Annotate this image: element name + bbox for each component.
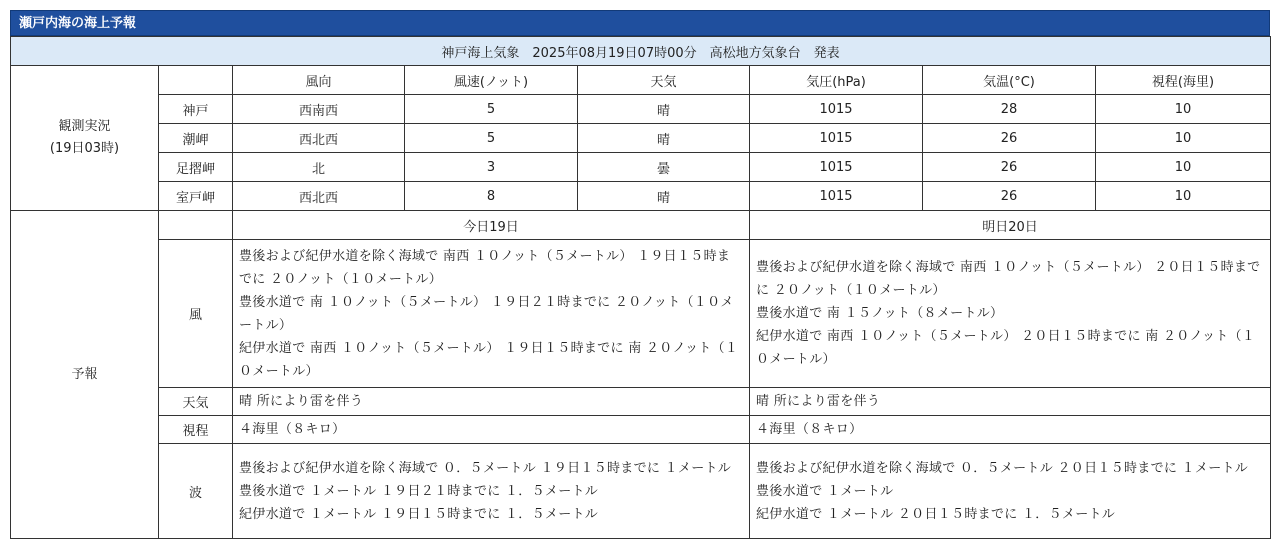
weather-day2: 晴 所により雷を伴う (750, 388, 1271, 416)
wind-day2-line: 紀伊水道で 南西 １０ノット（５メートル） ２０日１５時までに 南 ２０ノット（１０メートル） (756, 329, 1256, 367)
observation-label-title: 観測実況 (58, 119, 111, 134)
table-cell: 10 (1096, 153, 1271, 182)
wind-day1-line: 豊後および紀伊水道を除く海域で 南西 １０ノット（５メートル） １９日１５時までに ２０ノット（１０メートル） (239, 248, 731, 287)
weather-day1: 晴 所により雷を伴う (233, 388, 750, 416)
table-cell: 北 (233, 153, 405, 182)
waves-day2 (750, 444, 1271, 539)
observation-label (11, 66, 159, 211)
wind-day1-line: 紀伊水道で 南西 １０ノット（５メートル） １９日１５時までに 南 ２０ノット（１０メートル） (239, 340, 739, 379)
waves-day1 (233, 444, 750, 539)
wind-day2-line: 豊後および紀伊水道を除く海域で 南西 １０ノット（５メートル） ２０日１５時までに ２０ノット（１０メートル） (756, 260, 1261, 298)
observation-row (11, 153, 1271, 182)
table-cell: 西北西 (233, 124, 405, 153)
day2-header: 明日20日 (750, 211, 1271, 240)
forecast-header-row (11, 211, 1271, 240)
column-header: 天気 (578, 66, 750, 95)
forecast-panel (10, 10, 1270, 539)
table-cell: 西南西 (233, 95, 405, 124)
observation-label-time: (19日03時) (49, 141, 120, 156)
station-name: 足摺岬 (159, 153, 233, 182)
table-cell: 26 (923, 124, 1096, 153)
station-name: 神戸 (159, 95, 233, 124)
table-cell: 晴 (578, 182, 750, 211)
wind-row (11, 240, 1271, 388)
waves-day2-line: 紀伊水道で １メートル ２０日１５時までに １．５メートル (756, 506, 1116, 522)
observation-row (11, 182, 1271, 211)
station-name: 潮岬 (159, 124, 233, 153)
wind-day1-line: 豊後水道で 南 １０ノット（５メートル） １９日２１時までに ２０ノット（１０メートル） (239, 294, 734, 333)
column-header: 気温(°C) (923, 66, 1096, 95)
visibility-day1: ４海里（８キロ） (233, 416, 750, 444)
table-cell: 1015 (750, 95, 923, 124)
wind-day1 (233, 240, 750, 388)
table-cell: 10 (1096, 124, 1271, 153)
wind-day2-line: 豊後水道で 南 １５ノット（８メートル） (756, 306, 1004, 321)
marine-forecast-table (10, 36, 1271, 539)
observation-row (11, 95, 1271, 124)
waves-day2-line: 豊後水道で １メートル (756, 483, 894, 499)
observation-header-row (11, 66, 1271, 95)
table-cell: 26 (923, 153, 1096, 182)
waves-day1-line: 豊後および紀伊水道を除く海域で ０．５メートル １９日１５時までに １メートル (239, 460, 732, 476)
waves-row (11, 444, 1271, 539)
column-header: 風速(ノット) (405, 66, 578, 95)
wind-day2 (750, 240, 1271, 388)
table-cell: 8 (405, 182, 578, 211)
table-cell: 10 (1096, 182, 1271, 211)
table-cell: 1015 (750, 182, 923, 211)
table-cell: 晴 (578, 95, 750, 124)
waves-day2-line: 豊後および紀伊水道を除く海域で ０．５メートル ２０日１５時までに １メートル (756, 460, 1249, 476)
visibility-label: 視程 (159, 416, 233, 444)
empty-header-cell (159, 66, 233, 95)
weather-label: 天気 (159, 388, 233, 416)
forecast-label: 予報 (11, 211, 159, 539)
issuance-header: 神戸海上気象 2025年08月19日07時00分 高松地方気象台 発表 (11, 37, 1271, 66)
waves-label: 波 (159, 444, 233, 539)
table-cell: 曇 (578, 153, 750, 182)
observation-row (11, 124, 1271, 153)
waves-day1-line: 紀伊水道で １メートル １９日１５時までに １．５メートル (239, 506, 599, 522)
station-name: 室戸岬 (159, 182, 233, 211)
table-cell: 1015 (750, 153, 923, 182)
table-cell: 3 (405, 153, 578, 182)
table-cell: 5 (405, 124, 578, 153)
weather-row (11, 388, 1271, 416)
column-header: 風向 (233, 66, 405, 95)
empty-header-cell (159, 211, 233, 240)
waves-day1-line: 豊後水道で １メートル １９日２１時までに １．５メートル (239, 483, 599, 499)
table-cell: 28 (923, 95, 1096, 124)
wind-label: 風 (159, 240, 233, 388)
day1-header: 今日19日 (233, 211, 750, 240)
column-header: 気圧(hPa) (750, 66, 923, 95)
table-cell: 10 (1096, 95, 1271, 124)
table-cell: 26 (923, 182, 1096, 211)
column-header: 視程(海里) (1096, 66, 1271, 95)
table-cell: 晴 (578, 124, 750, 153)
table-cell: 1015 (750, 124, 923, 153)
visibility-row (11, 416, 1271, 444)
panel-title: 瀬戸内海の海上予報 (10, 10, 1270, 36)
visibility-day2: ４海里（８キロ） (750, 416, 1271, 444)
table-cell: 5 (405, 95, 578, 124)
table-cell: 西北西 (233, 182, 405, 211)
